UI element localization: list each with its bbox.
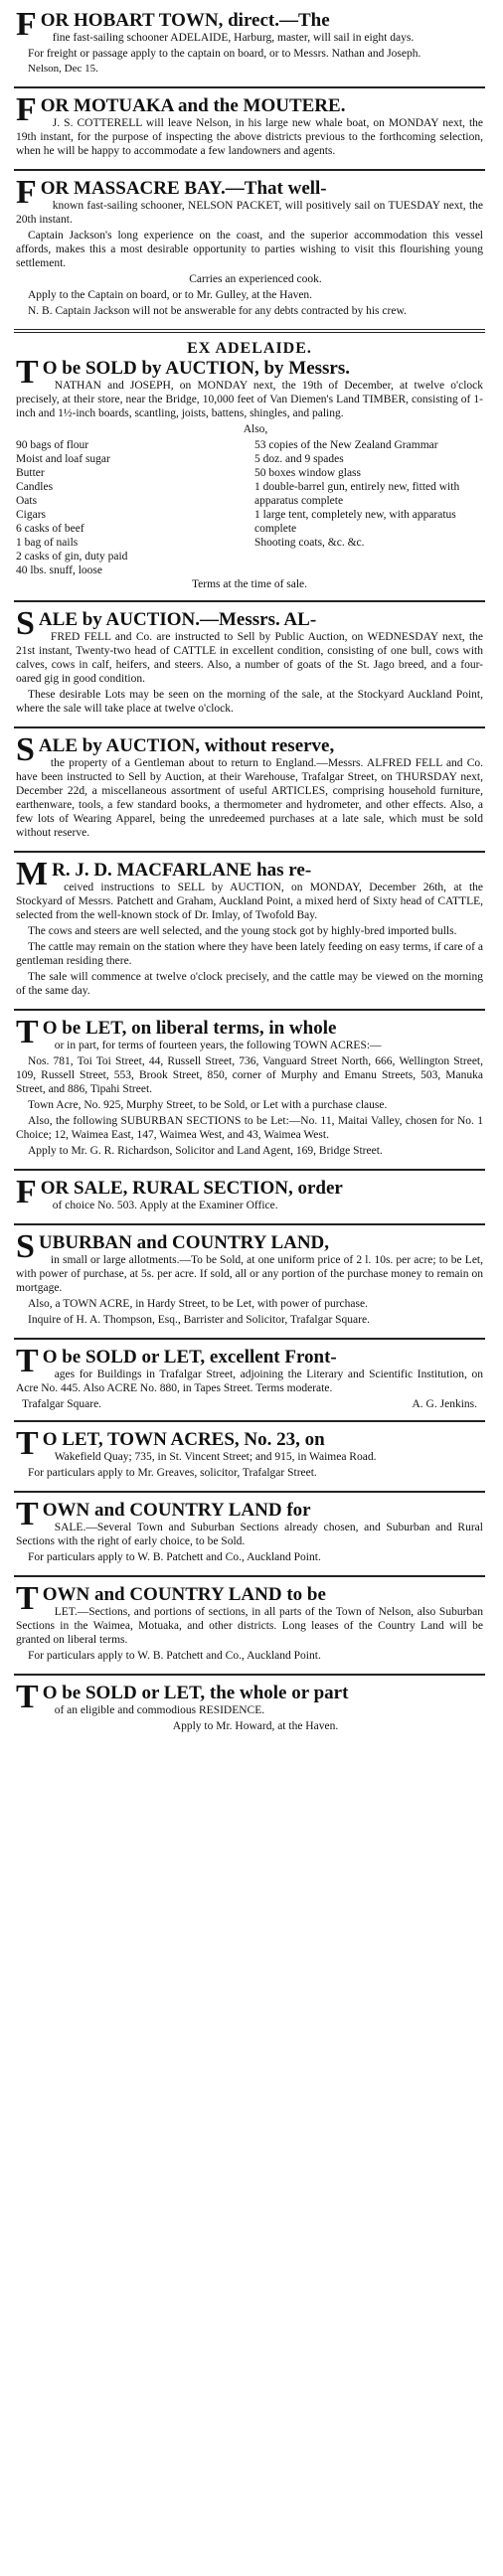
list-item: Butter [16, 467, 45, 479]
drop-cap: F [16, 91, 37, 128]
ad-paragraph: the property of a Gentleman about to return to England.—Messrs. ALFRED FELL and Co. have been instructed to Sell by Auction, at their Warehouse, Trafalgar Street, on THURSDAY next, December 22d, a miscellaneous assortment of useful ARTICLES, comprising household furniture, earthenware, tools, a few standard books, a thermometer and hydrometer, and other effects. Also, a few lots of Wearing Apparel, being the unredeemed purchases at a late sale, which must be sold without reserve. [16, 757, 483, 839]
ad-paragraph: Apply to Mr. Howard, at the Haven. [172, 1720, 339, 1732]
ad-heading [16, 354, 483, 391]
ad-paragraph: Carries an experienced cook. [189, 273, 322, 285]
divider [14, 1420, 485, 1422]
divider [14, 169, 485, 171]
drop-cap: S [16, 731, 35, 768]
ad-paragraph: Also, a TOWN ACRE, in Hardy Street, to be Let, with power of purchase. [28, 1298, 368, 1310]
heading-text: O LET, TOWN ACRES, No. 23, on [42, 1429, 325, 1450]
ad-suburban-country-land [14, 1228, 485, 1335]
divider [14, 1223, 485, 1225]
list-item: Shooting coats, &c. &c. [254, 537, 365, 549]
ad-body [16, 1605, 483, 1663]
ad-body [16, 630, 483, 716]
ad-town-country-land-let [14, 1580, 485, 1671]
ad-body [16, 31, 483, 76]
list-item: Candles [16, 481, 54, 493]
heading-text: OR MOTUAKA and the MOUTERE. [40, 95, 346, 116]
heading-text: O be SOLD or LET, excellent Front- [42, 1347, 337, 1368]
list-item: 1 large tent, completely new, with apparatus complete [254, 509, 456, 535]
heading-text: UBURBAN and COUNTRY LAND, [38, 1232, 330, 1253]
ad-paragraph: Also, [243, 423, 268, 435]
ad-paragraph: Town Acre, No. 925, Murphy Street, to be Sold, or Let with a purchase clause. [28, 1099, 388, 1111]
heading-text: O be SOLD or LET, the whole or part [42, 1683, 349, 1703]
ad-paragraph: J. S. COTTERELL will leave Nelson, in his large new whale boat, on MONDAY next, the 19th instant, for the purpose of inspecting the above districts previous to the forthcoming selection, when he will be happy to accommodate a few landowners and agents. [16, 117, 483, 157]
ad-body [16, 881, 483, 998]
ad-paragraph: These desirable Lots may be seen on the morning of the sale, at the Stockyard Auckland Point, where the sale will take place at twelve o'clock. [16, 689, 483, 715]
ad-body [16, 199, 483, 318]
ad-paragraph: Apply to the Captain on board, or to Mr. Gulley, at the Haven. [28, 289, 313, 301]
ad-paragraph: known fast-sailing schooner, NELSON PACKET, will positively sail on TUESDAY next, the 20th instant. [16, 200, 483, 226]
drop-cap: M [16, 856, 49, 892]
ad-paragraph: For particulars apply to W. B. Patchett and Co., Auckland Point. [28, 1650, 321, 1662]
drop-cap: F [16, 174, 37, 211]
drop-cap: S [16, 1228, 35, 1265]
drop-cap: T [16, 1679, 39, 1715]
divider [14, 726, 485, 728]
ad-body [16, 1199, 483, 1212]
goods-list-left [16, 438, 245, 577]
ad-paragraph: For freight or passage apply to the captain on board, or to Messrs. Nathan and Joseph. [28, 48, 421, 60]
list-item: 90 bags of flour [16, 439, 89, 451]
ad-paragraph: ages for Buildings in Trafalgar Street, adjoining the Literary and Scientific Institution, on Acre No. 445. Also ACRE No. 880, in Tapes Street. Terms moderate. [16, 1368, 483, 1394]
ad-town-acres [14, 1425, 485, 1488]
ad-heading [16, 1496, 483, 1532]
ad-heading [16, 731, 483, 768]
drop-cap: T [16, 1496, 39, 1532]
drop-cap: F [16, 6, 37, 43]
signature-name: A. G. Jenkins. [412, 1398, 477, 1410]
ad-paragraph: ceived instructions to SELL by AUCTION, on MONDAY, December 26th, at the Stockyard of Messrs. Patchett and Graham, Auckland Point, a mixed herd of Sixty head of CATTLE, selected from the well-known stock of Dr. Imlay, of Twofold Bay. [16, 882, 483, 921]
divider [14, 1338, 485, 1340]
goods-list [16, 438, 483, 577]
list-item: Moist and loaf sugar [16, 453, 110, 465]
ad-heading [16, 856, 483, 892]
drop-cap: T [16, 1014, 39, 1050]
list-item: 40 lbs. snuff, loose [16, 564, 102, 576]
ad-dateline: Nelson, Dec 15. [28, 63, 98, 75]
list-item: 50 boxes window glass [254, 467, 362, 479]
ad-body [16, 1039, 483, 1158]
ad-paragraph: or in part, for terms of fourteen years, the following TOWN ACRES:— [54, 1040, 382, 1051]
ad-footer: Terms at the time of sale. [191, 578, 308, 590]
heading-text: OR SALE, RURAL SECTION, order [40, 1178, 343, 1199]
drop-cap: T [16, 1343, 39, 1379]
ad-paragraph: The cows and steers are well selected, and the young stock got by highly-bred imported bulls. [28, 925, 457, 937]
ad-frontages [14, 1343, 485, 1417]
list-item: 6 casks of beef [16, 523, 84, 535]
list-item: Cigars [16, 509, 47, 521]
heading-text: OR MASSACRE BAY.—That well- [40, 178, 327, 199]
list-item: Oats [16, 495, 38, 507]
ad-heading [16, 1228, 483, 1265]
ad-heading [16, 1343, 483, 1379]
list-item: 1 double-barrel gun, entirely new, fitted with apparatus complete [254, 481, 460, 507]
drop-cap: T [16, 354, 39, 391]
ad-paragraph: FRED FELL and Co. are instructed to Sell by Public Auction, on WEDNESDAY next, the 21st instant, Twenty-two head of CATTLE in excellent condition, consisting of one bull, cows with calves, cows in calf, heifers, and steers. Also, a number of goats of the St. Jago breed, and a four-oared gig in good condition. [16, 631, 483, 685]
ad-paragraph: For particulars apply to Mr. Greaves, solicitor, Trafalgar Street. [28, 1467, 317, 1479]
ad-body [16, 1521, 483, 1564]
ad-heading [16, 605, 483, 642]
ad-body [16, 1450, 483, 1480]
ad-paragraph: Apply to Mr. G. R. Richardson, Solicitor and Land Agent, 169, Bridge Street. [28, 1145, 383, 1157]
ad-title: EX ADELAIDE. [187, 340, 312, 357]
ad-paragraph: of an eligible and commodious RESIDENCE. [54, 1704, 265, 1716]
drop-cap: T [16, 1580, 39, 1617]
ad-paragraph: Wakefield Quay; 735, in St. Vincent Street; and 915, in Waimea Road. [54, 1451, 377, 1463]
ad-paragraph: Inquire of H. A. Thompson, Esq., Barrister and Solicitor, Trafalgar Square. [28, 1314, 370, 1326]
advertisement-column [14, 6, 485, 1741]
heading-text: O be SOLD by AUCTION, by Messrs. [42, 358, 351, 379]
ad-massacre-bay [14, 174, 485, 326]
drop-cap: S [16, 605, 35, 642]
heading-text: O be LET, on liberal terms, in whole [42, 1018, 337, 1039]
goods-list-right [254, 438, 483, 577]
ad-macfarlane [14, 856, 485, 1006]
divider [14, 1169, 485, 1171]
ad-paragraph: of choice No. 503. Apply at the Examiner Office. [52, 1200, 278, 1211]
ad-paragraph: The cattle may remain on the station where they have been lately feeding on easy terms, if care of a gentleman residing there. [16, 941, 483, 967]
ad-heading [16, 174, 483, 211]
ad-body [16, 116, 483, 158]
ad-paragraph: Nos. 781, Toi Toi Street, 44, Russell Street, 736, Vanguard Street North, 666, Wellington Street, 109, Russell Street, 553, Brook Street, 850, corner of Murphy and Emanu Streets, 503, Manuka Street, and 886, Tipahi Street. [16, 1055, 483, 1095]
drop-cap: F [16, 1174, 37, 1210]
heading-text: ALE by AUCTION, without reserve, [38, 735, 335, 756]
heading-text: ALE by AUCTION.—Messrs. AL- [38, 609, 317, 630]
ad-ex-adelaide [14, 336, 485, 597]
ad-paragraph: For particulars apply to W. B. Patchett and Co., Auckland Point. [28, 1551, 321, 1563]
list-item: 2 casks of gin, duty paid [16, 551, 128, 563]
divider [14, 851, 485, 853]
ad-paragraph: NATHAN and JOSEPH, on MONDAY next, the 19th of December, at twelve o'clock precisely, at their store, near the Bridge, 10,000 feet of Van Diemen's Land TIMBER, consisting of 1-inch and 1½-inch boards, scantling, joists, battens, shingles, and paling. [16, 380, 483, 419]
ad-sale-without-reserve [14, 731, 485, 848]
ad-heading [16, 1580, 483, 1617]
ad-body [16, 1368, 483, 1395]
signature-place: Trafalgar Square. [22, 1398, 102, 1410]
divider [14, 1009, 485, 1011]
ad-paragraph: SALE.—Several Town and Suburban Sections already chosen, and Suburban and Rural Sections with the right of early choice, to be Sold. [16, 1522, 483, 1547]
ad-notice: N. B. Captain Jackson will not be answerable for any debts contracted by his crew. [28, 305, 407, 317]
list-item: 1 bag of nails [16, 537, 79, 549]
heading-text: R. J. D. MACFARLANE has re- [52, 860, 312, 881]
divider [14, 329, 485, 333]
ad-paragraph: LET.—Sections, and portions of sections, in all parts of the Town of Nelson, also Suburban Sections in the Waimea, Motuaka, and other districts. Long leases of the Country Land will be granted on liberal terms. [16, 1606, 483, 1646]
ad-body [16, 756, 483, 840]
ad-motuaka [14, 91, 485, 166]
divider [14, 1491, 485, 1493]
ad-signature [16, 1397, 483, 1411]
ad-rural-section [14, 1174, 485, 1220]
ad-paragraph: The sale will commence at twelve o'clock precisely, and the cattle may be viewed on the morning of the same day. [16, 971, 483, 997]
ad-heading [16, 91, 483, 128]
divider [14, 86, 485, 88]
ad-paragraph: in small or large allotments.—To be Sold, at one uniform price of 2 l. 10s. per acre; to be Let, with power of purchase, at 5s. per acre. If sold, all or any portion of the purchase money to remain on mortgage. [16, 1254, 483, 1294]
ad-town-country-land-sale [14, 1496, 485, 1572]
ad-paragraph: fine fast-sailing schooner ADELAIDE, Harburg, master, will sail in eight days. [52, 32, 415, 44]
ad-sale-cattle [14, 605, 485, 724]
ad-body [16, 1703, 483, 1733]
divider [14, 1674, 485, 1676]
ad-paragraph: Also, the following SUBURBAN SECTIONS to be Let:—No. 11, Maitai Valley, chosen for No. 1 Choice; 12, Waimea East, 147, Waimea West, and 43, Waimea West. [16, 1115, 483, 1141]
ad-to-be-let [14, 1014, 485, 1166]
heading-text: OWN and COUNTRY LAND to be [42, 1584, 326, 1605]
ad-body [16, 379, 483, 436]
list-item: 53 copies of the New Zealand Grammar [254, 439, 438, 451]
ad-hobart-town [14, 6, 485, 83]
divider [14, 1575, 485, 1577]
ad-body [16, 1253, 483, 1327]
ad-residence [14, 1679, 485, 1741]
heading-text: OR HOBART TOWN, direct.—The [40, 10, 330, 31]
heading-text: OWN and COUNTRY LAND for [42, 1500, 311, 1521]
list-item: 5 doz. and 9 spades [254, 453, 344, 465]
ad-paragraph: Captain Jackson's long experience on the coast, and the superior accommodation this vessel affords, makes this a most desirable opportunity to parties wishing to visit this flourishing young settlement. [16, 230, 483, 269]
divider [14, 600, 485, 602]
drop-cap: T [16, 1425, 39, 1462]
